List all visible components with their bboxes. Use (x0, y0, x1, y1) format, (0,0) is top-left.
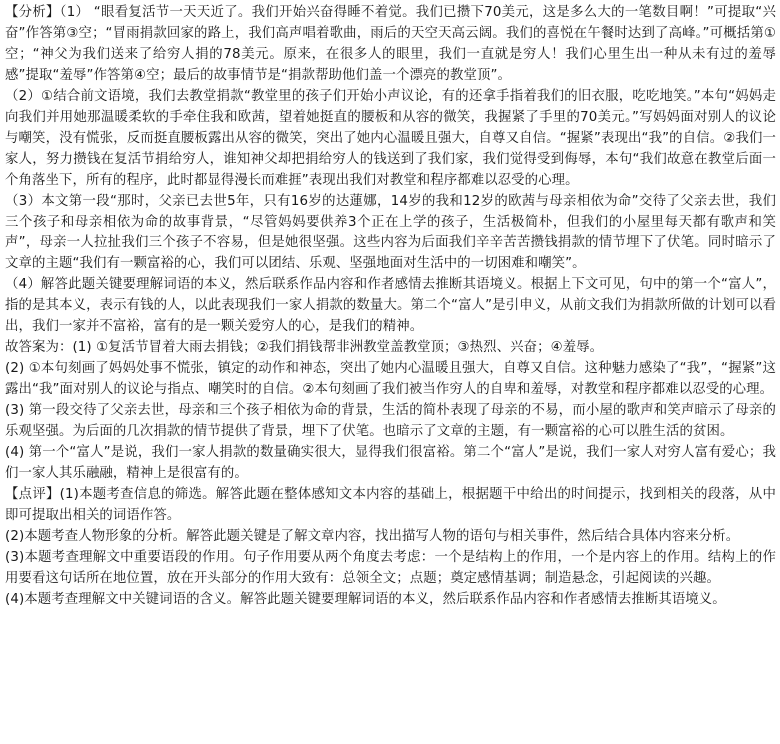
comment-3: (3)本题考查理解文中重要语段的作用。句子作用要从两个角度去考虑：一个是结构上的作用，一个是内容上的作用。结构上的作用要看这句话所在地位置，放在开头部分的作用大致有：总领全文；点题；奠定感情基调；制造悬念，引起阅读的兴趣。 (5, 549, 776, 586)
comment-2: (2)本题考查人物形象的分析。解答此题关键是了解文章内容，找出描写人物的语句与相关事件，然后结合具体内容来分析。 (5, 528, 740, 544)
answer-4: (4) 第一个“富人”是说，我们一家人捐款的数量确实很大，显得我们很富裕。第二个“富人”是说，我们一家人对穷人富有爱心；我们一家人其乐融融，精神上是很富有的。 (5, 445, 776, 481)
analysis-part-4: （4）解答此题关键要理解词语的本义，然后联系作品内容和作者感情去推断其语境义。根据上下文可见，句中的第一个“富人”，指的是其本义，表示有钱的人，以此表现我们一家人捐款的数量大。第二个“富人”是引申义，从前文我们为捐款所做的计划可以看出，我们一家并不富裕，富有的是一颗关爱穷人的心，是我们的精神。 (5, 277, 776, 335)
answer-3: (3) 第一段交待了父亲去世，母亲和三个孩子相依为命的背景，生活的简朴表现了母亲的不易，而小屋的歌声和笑声暗示了母亲的乐观坚强。为后面的几次捐款的情节提供了背景，埋下了伏笔。也暗示了文章的主题，有一颗富裕的心可以胜生活的贫困。 (5, 403, 776, 440)
answer-intro: 故答案为：(1) ①复活节冒着大雨去捐钱；②我们捐钱帮非洲教堂盖教堂顶；③热烈、兴奋；④羞辱。 (5, 340, 604, 356)
analysis-part-1: 【分析】（1） “眼看复活节一天天近了。我们开始兴奋得睡不着觉。我们已攒下70美元，这是多么大的一笔数目啊！”可提取“兴奋”作答第③空；“冒雨捐款回家的路上，我们高声唱着歌曲，雨后的天空天高云阔。我们的喜悦在午餐时达到了高峰。”可概括第①空；“神父为我们送来了给穷人捐的78美元。原来，在很多人的眼里，我们一直就是穷人！我们心里生出一种从未有过的羞辱感”提取“羞辱”作答第④空；最后的故事情节是“捐款帮助他们盖一个漂亮的教堂顶”。 (5, 5, 776, 83)
comment-4: (4)本题考查理解文中关键词语的含义。解答此题关键要理解词语的本义，然后联系作品内容和作者感情去推断其语境义。 (5, 591, 726, 607)
comment-1: 【点评】(1)本题考查信息的筛选。解答此题在整体感知文本内容的基础上，根据题干中给出的时间提示，找到相关的段落，从中即可提取出相关的词语作答。 (5, 486, 776, 523)
analysis-part-2: （2）①结合前文语境，我们去教堂捐款“教堂里的孩子们开始小声议论，有的还拿手指着我们的旧衣服，吃吃地笑。”本句“妈妈走向我们并用她那温暖柔软的手牵住我和欧茜，望着她挺直的腰板和从容的微笑，我握紧了手里的70美元。”写妈妈面对别人的议论与嘲笑，没有慌张，反而挺直腰板露出从容的微笑，突出了她内心温暖且强大，自尊又自信。“握紧”表现出“我”的自信。②我们一家人，努力攒钱在复活节捐给穷人，谁知神父却把捐给穷人的钱送到了我们家，我们觉得受到侮辱，本句“我们故意在教堂后面一个角落坐下，所有的程序，此时都显得漫长而难捱”表现出我们对教堂和程序都难以忍受的心理。 (5, 88, 776, 188)
analysis-part-3: （3）本文第一段“那时，父亲已去世5年，只有16岁的达蓮娜，14岁的我和12岁的欧茜与母亲相依为命”交待了父亲去世，我们三个孩子和母亲相依为命的故事背景，“尽管妈妈要供养3个正在上学的孩子，生活极简朴，但我们的小屋里每天都有歌声和笑声”，母亲一人拉扯我们三个孩子不容易，但是她很坚强。这些内容为后面我们辛辛苦苦攒钱捐款的情节埋下了伏笔。同时暗示了文章的主题“我们有一颗富裕的心，我们可以团结、乐观、坚强地面对生活中的一切困难和嘲笑”。 (5, 193, 776, 272)
answer-2: (2) ①本句刻画了妈妈处事不慌张，镇定的动作和神态，突出了她内心温暖且强大，自尊又自信。这种魅力感染了“我”，“握紧”这露出“我”面对别人的议论与指点、嘲笑时的自信。②本句刻画了我们被当作穷人的自卑和羞辱，对教堂和程序都难以忍受的心理。 (5, 361, 776, 398)
